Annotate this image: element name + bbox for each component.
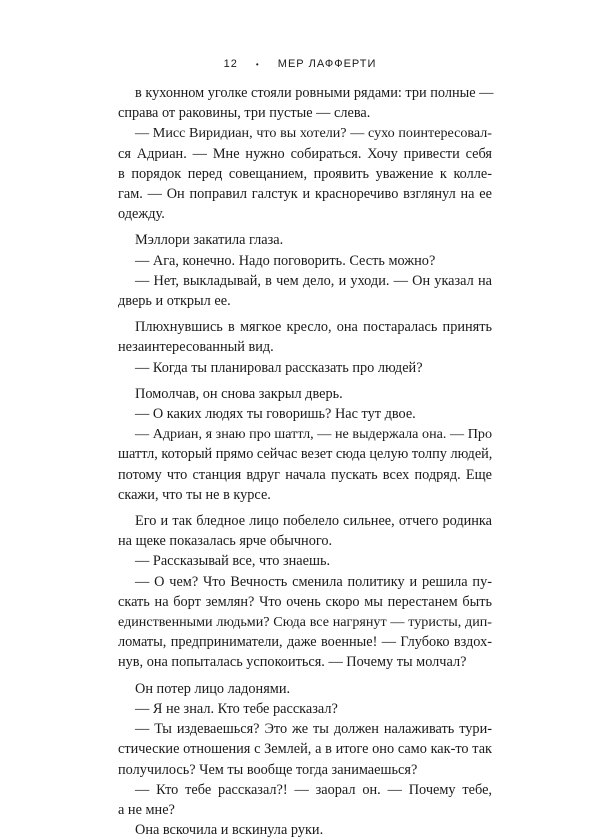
paragraph — [118, 404, 492, 424]
paragraph — [118, 83, 492, 123]
paragraph — [118, 572, 492, 673]
header-separator: • — [255, 59, 260, 69]
text-line: Его и так бледное лицо побелело сильнее, отчего родинка — [135, 513, 492, 530]
text-line: — О каких людях ты говоришь? Нас тут двое. — [135, 406, 416, 423]
page-number: 12 — [223, 58, 238, 71]
paragraph — [118, 424, 492, 505]
text-line: незаинтересованный вид. — [118, 339, 274, 356]
text-line: получилось? Чем ты вообще тогда занимаешься? — [118, 761, 418, 778]
text-line: нув, она попыталась успокоиться. — Почему ты молчал? — [118, 654, 467, 671]
text-line: — Ага, конечно. Надо поговорить. Сесть можно? — [135, 252, 436, 269]
paragraph — [118, 551, 492, 571]
text-line: Плюхнувшись в мягкое кресло, она постаралась принять — [135, 319, 492, 336]
text-line: шаттл, который прямо сейчас везет сюда целую толпу людей, — [118, 446, 493, 463]
paragraph — [118, 271, 492, 311]
text-line: ся Адриан. — Мне нужно собираться. Хочу привести себя — [118, 145, 492, 162]
text-line: Мэллори закатила глаза. — [135, 232, 284, 249]
paragraph — [118, 679, 492, 699]
text-line: единственными людьми? Сюда все нагрянут — туристы, дип- — [118, 614, 492, 631]
text-line: Он потер лицо ладонями. — [135, 680, 291, 697]
text-line: — Когда ты планировал рассказать про людей? — [135, 359, 423, 376]
text-line: — Я не знал. Кто тебе рассказал? — [135, 700, 338, 717]
paragraph — [118, 317, 492, 357]
text-line: дверь и открыл ее. — [118, 293, 231, 310]
running-title: МЕР ЛАФФЕРТИ — [277, 58, 377, 71]
paragraph — [118, 358, 492, 378]
paragraph — [118, 780, 492, 820]
paragraph — [118, 511, 492, 551]
paragraph — [118, 820, 492, 840]
text-line: в порядок перед совещанием, проявить уважение к колле- — [118, 165, 492, 182]
paragraph — [118, 699, 492, 719]
text-line: — Адриан, я знаю про шаттл, — не выдержала она. — Про — [135, 426, 492, 443]
text-line: Она вскочила и вскинула руки. — [135, 822, 324, 839]
paragraph — [118, 384, 492, 404]
text-line: — О чем? Что Вечность сменила политику и решила пу- — [135, 573, 492, 590]
paragraph — [118, 719, 492, 780]
running-header — [0, 58, 600, 70]
text-line: ломаты, предприниматели, даже военные! — Глубоко вздох- — [118, 634, 492, 651]
text-line: — Мисс Виридиан, что вы хотели? — сухо поинтересовал- — [135, 125, 492, 142]
text-line: одежду. — [118, 206, 165, 223]
text-line: справа от раковины, три пустые — слева. — [118, 105, 371, 122]
paragraph — [118, 230, 492, 250]
text-line: на щеке показалась ярче обычного. — [118, 533, 333, 550]
text-line: — Нет, выкладывай, в чем дело, и уходи. — Он указал на — [135, 272, 492, 289]
text-line: в кухонном уголке стояли ровными рядами: три полные — — [135, 85, 494, 101]
text-line: потому что станция вдруг начала пускать всех подряд. Еще — [118, 466, 492, 483]
text-line: гам. — Он поправил галстук и красноречиво взглянул на ее — [118, 186, 492, 203]
text-line: Помолчав, он снова закрыл дверь. — [135, 385, 343, 402]
text-line: — Кто тебе рассказал?! — заорал он. — Почему тебе, — [135, 781, 492, 798]
text-line: — Ты издеваешься? Это же ты должен налаживать тури- — [135, 721, 492, 738]
text-line: — Рассказывай все, что знаешь. — [135, 553, 331, 570]
text-line: а не мне? — [118, 801, 175, 818]
text-line: стические отношения с Землей, а в итоге оно само как-то так — [118, 741, 492, 758]
paragraph — [118, 251, 492, 271]
text-line: скажи, что ты не в курсе. — [118, 486, 271, 503]
paragraph — [118, 123, 492, 224]
body-text — [118, 83, 492, 840]
text-line: скать на борт землян? Что очень скоро мы перестанем быть — [118, 593, 492, 610]
